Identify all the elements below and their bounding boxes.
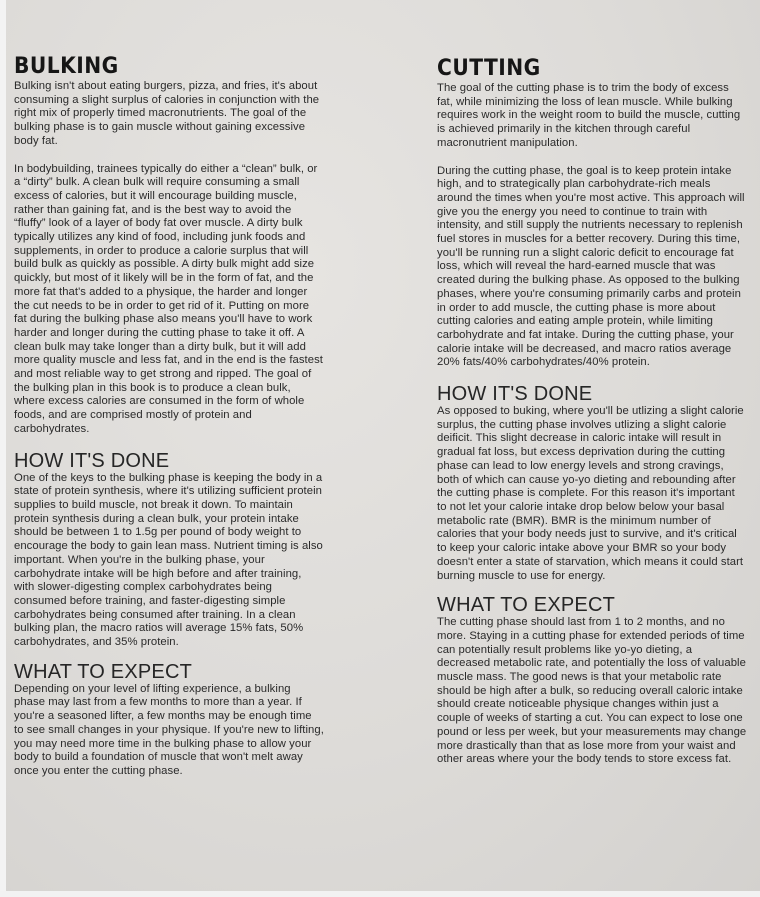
page-edge-left (0, 0, 6, 897)
bulking-title: BULKING (14, 54, 119, 79)
bulking-intro: Bulking isn't about eating burgers, pizza, and fries, it's about consuming a slight surplus of calories in conjunction with the right mix of properly timed macronutrients. The goal of the bulking phase is to gain muscle without gaining excessive body fat. (14, 80, 320, 147)
page-edge-bottom (0, 891, 760, 897)
cutting-how-text: As opposed to buking, where you'll be utlizing a slight calorie surplus, the cutting phase involves utlizing a slight calorie deificit. This slight decrease in caloric intake will result in gradual fat loss, but excess deprivation during the cutting phase can lead to low energy levels and strong cravings, both of which can cause yo-yo dieting and rebounding after the cutting phase is complete. For this reason it's important to not let your calorie intake drop below below your basal metabolic rate (BMR). BMR is the minimum number of calories that your body needs just to survive, and it's critical to keep your caloric intake above your BMR so your body doesn't enter a state of starvation, which means it could start burning muscle to use for energy. (437, 405, 744, 582)
bulking-body: In bodybuilding, trainees typically do either a “clean” bulk, or a “dirty” bulk. A clean bulk will require consuming a small excess of calories, but it will encourage building muscle, rather than gaining fat, and is the best way to avoid the “fluffy” look of a layer of body fat over muscle. A dirty bulk typically utilizes any kind of food, including junk foods and supplements, in order to produce a calorie surplus that will build bulk as quickly as possible. A dirty bulk might add size quickly, but most of it likely will be in the form of fat, and the more fat that's added to a physique, the harder and longer the cut needs to be in order to get rid of it. Putting on more fat during the bulking phase also means you'll have to work harder and longer during the cutting phase to take it off. A clean bulk may take longer than a dirty bulk, but it will add more quality muscle and less fat, and in the end is the fastest and most reliable way to get strong and ripped. The goal of the bulking plan in this book is to produce a clean bulk, where excess calories are consumed in the form of whole foods, and are comprised mostly of protein and carbohydrates. (14, 162, 323, 435)
cutting-expect-text: The cutting phase should last from 1 to 2 months, and no more. Staying in a cutting phase for extended periods of time can potentially result problems like yo-yo dieting, a decreased metabolic rate, and potentially the loss of valuable muscle mass. The good news is that your metabolic rate should be high after a bulk, so reducing overall caloric intake should create noticeable physique changes within just a couple of weeks of starting a cut. You can expect to lose one pound or less per week, but your measurements may change more drastically than that as lose more from your waist and other areas where your the body tends to store excess fat. (437, 616, 747, 766)
bulking-expect-title: WHAT TO EXPECT (14, 660, 193, 683)
cutting-expect-title: WHAT TO EXPECT (437, 594, 616, 617)
cutting-title: CUTTING (437, 56, 541, 81)
cutting-column (437, 54, 747, 767)
cutting-how-title: HOW IT'S DONE (437, 383, 593, 406)
bulking-expect-text: Depending on your level of lifting experience, a bulking phase may last from a few months to more than a year. If you're a seasoned lifter, a few months may be enough time to see small changes in your physique. If you're new to lifting, you may need more time in the bulking phase to allow your body to build a foundation of muscle that won't melt away once you enter the cutting phase. (14, 682, 324, 777)
bulking-column (14, 54, 324, 779)
bulking-how-title: HOW IT'S DONE (14, 449, 170, 472)
cutting-intro: The goal of the cutting phase is to trim the body of excess fat, while minimizing the loss of lean muscle. While bulking requires work in the weight room to build the muscle, cutting is achieved primarily in the kitchen through careful macronutrient manipulation. (437, 82, 741, 149)
cutting-body: During the cutting phase, the goal is to keep protein intake high, and to strategically plan carbohydrate-rich meals around the times when you're most active. This approach will give you the energy you need to continue to train with intensity, and still supply the nutrients necessary to replenish fuel stores in muscles for a better recovery. During this time, you'll be running run a slight caloric deficit to encourage fat loss, which will reveal the hard-earned muscle that was created during the bulking phase. As opposed to the bulking phases, where you're consuming primarily carbs and protein in order to add muscle, the cutting phase is more about cutting calories and eating ample protein, while limiting carbohydrate and fat intake. During the cutting phase, your calorie intake will be decreased, and macro ratios average 20% fats/40% carbohydrates/40% protein. (437, 164, 745, 369)
bulking-how-text: One of the keys to the bulking phase is keeping the body in a state of protein synthesis, where it's utilizing sufficient protein supplies to build muscle, not break it down. To maintain protein synthesis during a clean bulk, your protein intake should be between 1 to 1.5g per pound of body weight to encourage the body to gain lean mass. Nutrient timing is also important. When you're in the bulking phase, your carbohydrate intake will be high before and after training, with slower-digesting complex carbohydrates being consumed before training, and faster-digesting simple carbohydrates being consumed after training. In a clean bulking plan, the macro ratios will average 15% fats, 50% carbohydrates, and 35% protein. (14, 471, 323, 649)
